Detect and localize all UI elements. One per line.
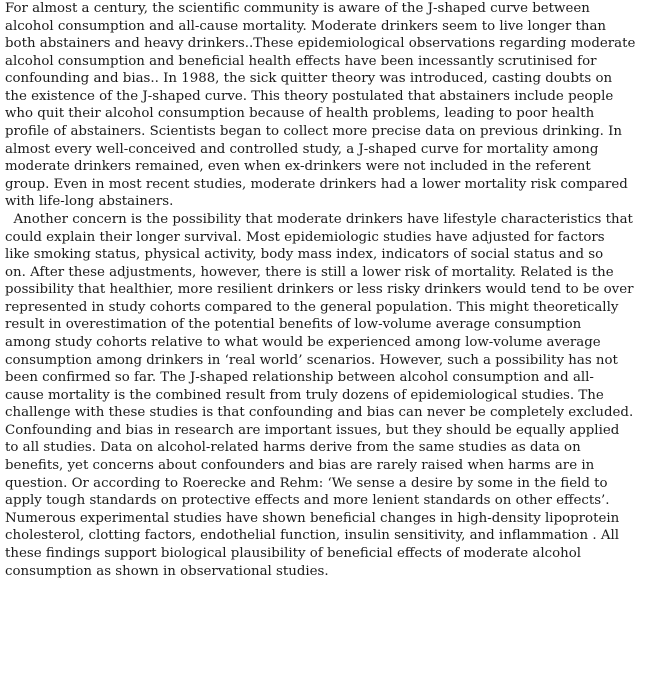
- text-line: both abstainers and heavy drinkers..These epidemiological observations regarding moderate: [5, 36, 636, 52]
- text-line: benefits, yet concerns about confounders and bias are rarely raised when harms are in: [5, 458, 595, 474]
- text-line: on. After these adjustments, however, there is still a lower risk of mortality. Related is the: [5, 264, 614, 280]
- text-line: result in overestimation of the potential benefits of low-volume average consumption: [5, 317, 582, 333]
- text-line: like smoking status, physical activity, body mass index, indicators of social status and so: [5, 247, 604, 263]
- text-line: among study cohorts relative to what would be experienced among low-volume average: [5, 334, 601, 350]
- text-line: challenge with these studies is that confounding and bias can never be completely excluded.: [5, 405, 634, 421]
- text-line: consumption as shown in observational studies.: [5, 563, 329, 579]
- text-line: cholesterol, clotting factors, endothelial function, insulin sensitivity, and inflammation . All: [5, 528, 620, 544]
- text-line: profile of abstainers. Scientists began to collect more precise data on previous drinking. In: [5, 124, 622, 140]
- text-line: group. Even in most recent studies, moderate drinkers had a lower mortality risk compared: [5, 176, 628, 192]
- text-line: question. Or according to Roerecke and Rehm: ‘We sense a desire by some in the field to: [5, 475, 608, 491]
- text-line: with life-long abstainers.: [5, 194, 174, 210]
- text-line: these findings support biological plausibility of beneficial effects of moderate alcohol: [5, 545, 582, 561]
- text-line: almost every well-conceived and controlled study, a J-shaped curve for mortality among: [5, 141, 599, 157]
- text-line: could explain their longer survival. Most epidemiologic studies have adjusted for factors: [5, 229, 605, 245]
- text-line: alcohol consumption and all-cause mortality. Moderate drinkers seem to live longer than: [5, 18, 607, 34]
- text-line: confounding and bias.. In 1988, the sick quitter theory was introduced, casting doubts on: [5, 71, 613, 87]
- text-line: Confounding and bias in research are important issues, but they should be equally applied: [5, 422, 620, 438]
- article-body: [5, 0, 668, 580]
- text-line: apply tough standards on protective effects and more lenient standards on other effects’.: [5, 493, 610, 509]
- text-line: possibility that healthier, more resilient drinkers or less risky drinkers would tend to be over: [5, 282, 634, 298]
- text-line: who quit their alcohol consumption because of health problems, leading to poor health: [5, 106, 595, 122]
- text-line: been confirmed so far. The J-shaped relationship between alcohol consumption and all-: [5, 370, 594, 386]
- text-line: to all studies. Data on alcohol-related harms derive from the same studies as data on: [5, 440, 581, 456]
- text-line: represented in study cohorts compared to the general population. This might theoretically: [5, 299, 619, 315]
- text-line: Numerous experimental studies have shown beneficial changes in high-density lipoprotein: [5, 510, 620, 526]
- text-line: alcohol consumption and beneficial health effects have been incessantly scrutinised for: [5, 53, 597, 69]
- paragraph: [5, 211, 668, 580]
- text-line: cause mortality is the combined result from truly dozens of epidemiological studies. The: [5, 387, 604, 403]
- text-line: moderate drinkers remained, even when ex-drinkers were not included in the referent: [5, 159, 591, 175]
- text-line: the existence of the J-shaped curve. This theory postulated that abstainers include people: [5, 88, 614, 104]
- text-line: Another concern is the possibility that moderate drinkers have lifestyle characteristics that: [5, 211, 633, 227]
- text-line: consumption among drinkers in ‘real world’ scenarios. However, such a possibility has not: [5, 352, 618, 368]
- paragraph: [5, 0, 668, 211]
- text-line: For almost a century, the scientific community is aware of the J-shaped curve between: [5, 1, 590, 16]
